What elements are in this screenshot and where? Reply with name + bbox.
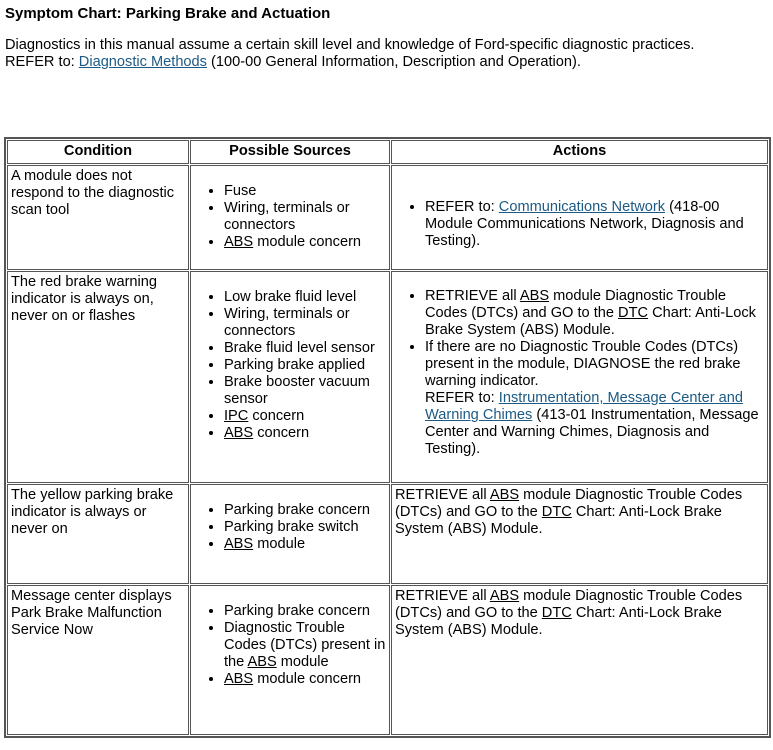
- action-text: module Diagnostic Trouble Codes (DTCs) and GO to the: [395, 588, 743, 621]
- refer-rest: (100-00 General Information, Description and Operation).: [206, 54, 581, 70]
- list-item: • Brake fluid level sensor: [224, 340, 386, 357]
- list-item: [425, 339, 764, 458]
- dtc-term: DTC: [541, 504, 572, 520]
- list-item: [224, 620, 386, 671]
- list-item: • Brake booster vacuum sensor: [224, 374, 386, 408]
- table-row: [7, 585, 768, 735]
- list-item: • Parking brake concern: [224, 502, 386, 519]
- list-text: module concern: [253, 671, 362, 687]
- sources-cell: [190, 271, 390, 483]
- header-actions: Actions: [391, 140, 768, 164]
- sources-list: [194, 183, 386, 251]
- action-text: Chart: Anti-Lock Brake System (ABS) Module.: [395, 605, 722, 638]
- dtc-term: DTC: [618, 305, 649, 321]
- condition-cell: Message center displays Park Brake Malfunction Service Now: [7, 585, 189, 735]
- table-row: [7, 165, 768, 270]
- refer-label: REFER to:: [5, 54, 79, 70]
- abs-term: ABS: [223, 425, 254, 441]
- intro-paragraph: [5, 37, 765, 71]
- abs-term: ABS: [223, 671, 254, 687]
- action-text: RETRIEVE all: [395, 487, 490, 503]
- refer-text: [425, 199, 764, 250]
- list-item: [224, 425, 386, 442]
- diagnostic-methods-link[interactable]: Diagnostic Methods: [78, 54, 207, 70]
- abs-term: ABS: [519, 288, 550, 304]
- ipc-term: IPC: [223, 408, 249, 424]
- abs-term: ABS: [223, 536, 254, 552]
- list-text: module: [253, 536, 306, 552]
- refer-text: [425, 390, 764, 458]
- list-item: • Wiring, terminals or connectors: [224, 306, 386, 340]
- condition-cell: The red brake warning indicator is always on, never on or flashes: [7, 271, 189, 483]
- list-item: • Wiring, terminals or connectors: [224, 200, 386, 234]
- refer-rest: (413-01 Instrumentation, Message Center and Warning Chimes, Diagnosis and Testing).: [425, 407, 759, 457]
- refer-label: REFER to:: [425, 199, 499, 215]
- actions-cell: [391, 484, 768, 584]
- refer-rest: (418-00 Module Communications Network, Diagnosis and Testing).: [425, 199, 744, 249]
- action-text: RETRIEVE all: [425, 288, 520, 304]
- list-item: [224, 536, 386, 553]
- table-row: [7, 484, 768, 584]
- list-text: concern: [253, 425, 310, 441]
- list-item: • Low brake fluid level: [224, 289, 386, 306]
- sources-cell: [190, 484, 390, 584]
- action-text: • If there are no Diagnostic Trouble Codes (DTCs) present in the module, DIAGNOSE the red brake warning indicator.: [425, 339, 741, 389]
- symptom-table: [4, 137, 771, 738]
- action-text: Chart: Anti-Lock Brake System (ABS) Module.: [395, 504, 722, 537]
- page-title: Symptom Chart: Parking Brake and Actuation: [5, 5, 331, 22]
- abs-term: ABS: [489, 487, 520, 503]
- abs-term: ABS: [489, 588, 520, 604]
- intro-line: Diagnostics in this manual assume a certain skill level and knowledge of Ford-specific diagnostic practices.: [5, 37, 695, 53]
- instrumentation-link[interactable]: Instrumentation, Message Center and Warning Chimes: [425, 390, 743, 423]
- list-item: [224, 408, 386, 425]
- action-text: module Diagnostic Trouble Codes (DTCs) and GO to the: [425, 288, 726, 321]
- communications-network-link[interactable]: Communications Network: [498, 199, 666, 215]
- actions-list: [395, 182, 764, 250]
- list-item: [425, 288, 764, 339]
- table-header-row: [7, 140, 768, 164]
- list-item: • Parking brake switch: [224, 519, 386, 536]
- action-text: module Diagnostic Trouble Codes (DTCs) and GO to the: [395, 487, 743, 520]
- actions-cell: [391, 165, 768, 270]
- list-text: module concern: [253, 234, 362, 250]
- empty-bullet-text: [425, 182, 764, 199]
- sources-cell: [190, 585, 390, 735]
- sources-cell: [190, 165, 390, 270]
- dtc-term: DTC: [541, 605, 572, 621]
- abs-term: ABS: [247, 654, 277, 670]
- list-item: • Parking brake applied: [224, 357, 386, 374]
- refer-label: REFER to:: [425, 390, 499, 406]
- list-item: [425, 182, 764, 250]
- list-item: [224, 671, 386, 688]
- condition-cell: A module does not respond to the diagnostic scan tool: [7, 165, 189, 270]
- action-text: RETRIEVE all: [395, 588, 490, 604]
- sources-list: [194, 502, 386, 553]
- table-row: [7, 271, 768, 483]
- list-text: module: [276, 654, 329, 670]
- actions-cell: [391, 585, 768, 735]
- list-item: • Parking brake concern: [224, 603, 386, 620]
- list-text: concern: [248, 408, 305, 424]
- sources-list: [194, 289, 386, 442]
- actions-list: [395, 288, 764, 458]
- condition-cell: The yellow parking brake indicator is always or never on: [7, 484, 189, 584]
- action-text: Chart: Anti-Lock Brake System (ABS) Module.: [425, 305, 756, 338]
- actions-cell: [391, 271, 768, 483]
- list-item: • Fuse: [224, 183, 386, 200]
- abs-term: ABS: [223, 234, 254, 250]
- list-text: Diagnostic Trouble Codes (DTCs) present in the: [223, 620, 386, 670]
- list-item: [224, 234, 386, 251]
- header-possible-sources: Possible Sources: [190, 140, 390, 164]
- intro-refer-line: [5, 54, 765, 71]
- sources-list: [194, 603, 386, 688]
- header-condition: Condition: [7, 140, 189, 164]
